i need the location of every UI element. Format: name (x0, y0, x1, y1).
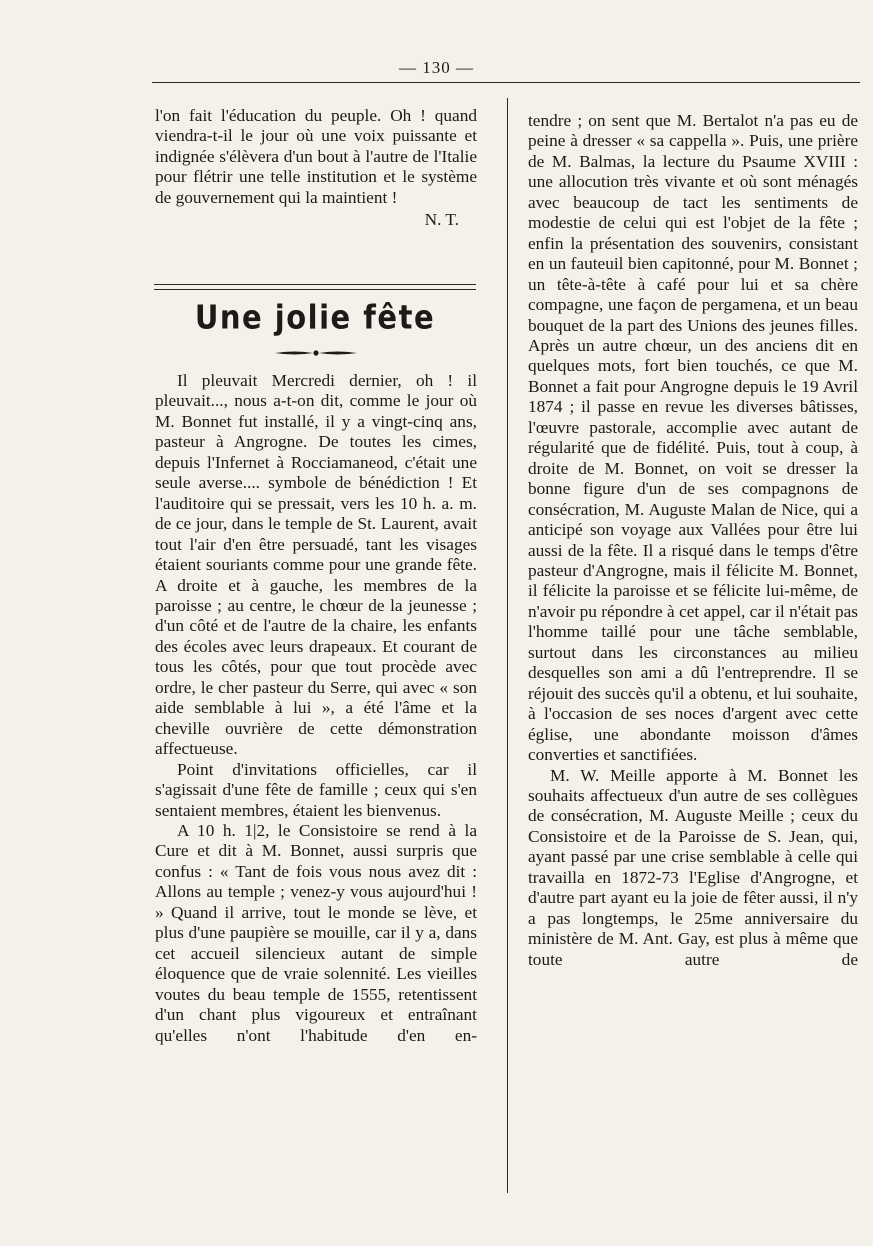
page-number: — 130 — (399, 58, 474, 77)
section-double-rule (154, 284, 476, 290)
article-paragraph: Il pleuvait Mercredi dernier, oh ! il pleuvait..., nous a-t-on dit, comme le jour où M. Bonnet fut installé, il y a vingt-cinq ans, pasteur à Angrogne. De toutes les cimes, depuis l'Infernet à Rocciamaneod, c'était une seule averse.... symbole de bénédiction ! Et l'auditoire qui se pressait, vers les 10 h. a. m. de ce jour, dans le temple de St. Laurent, avait tout l'air d'en être persuadé, tant les visages étaient souriants comme pour une grande fête. A droite et à gauche, les membres de la paroisse ; au centre, le chœur de la jeunesse ; d'un côté et de l'autre de la chaire, les enfants des écoles avec leurs drapeaux. Et courant de tous les côtés, pour que tout procède avec ordre, le cher pasteur du Serre, qui avec « son aide semblable à lui », a été l'âme et la cheville ouvrière de cette démonstration affectueuse. (155, 371, 477, 759)
header-rule (152, 82, 860, 83)
article-paragraph: Point d'invitations officielles, car il s'agissait d'une fête de famille ; ceux qui s'en sentaient membres, étaient les bienvenus. (155, 759, 477, 820)
article-title: Une jolie fête (194, 297, 436, 337)
previous-article-paragraph: l'on fait l'éducation du peuple. Oh ! quand viendra-t-il le jour où une voix puissante et indignée s'élèvera d'un bout à l'autre de l'Italie pour flétrir une telle institution et le système de gouvernement qui la maintient ! (155, 106, 477, 207)
article-paragraph: M. W. Meille apporte à M. Bonnet les souhaits affectueux d'un autre de ses collègues de consécration, M. Auguste Meille ; ceux du Consistoire et de la Paroisse de S. Jean, qui, ayant passé par une crise semblable à celle qui travailla en 1872-73 l'Eglise d'Angrogne, et d'autre part ayant eu la joie de fêter aussi, il n'y a pas longtemps, le 25me anniversaire du ministère de M. Ant. Gay, est plus à même que toute autre de (528, 765, 858, 969)
previous-article (155, 106, 477, 231)
article-left-column (155, 371, 477, 1046)
article-paragraph: A 10 h. 1|2, le Consistoire se rend à la Cure et dit à M. Bonnet, aussi surpris que confus : « Tant de fois vous nous avez dit : Allons au temple ; venez-y vous aujourd'hui ! » Quand il arrive, tout le monde se lève, et plus d'une paupière se mouille, car il y a, dans cet accueil silencieux autant de simple éloquence que de vraie solennité. Les vieilles voutes du beau temple de 1555, retentissent d'un chant plus vigoureux et entraînant qu'elles n'ont l'habitude d'en en- (155, 820, 477, 1045)
article-right-column (528, 111, 858, 970)
previous-article-signature: N. T. (424, 210, 459, 230)
article-paragraph: tendre ; on sent que M. Bertalot n'a pas eu de peine à dresser « sa cappella ». Puis, une prière de M. Balmas, la lecture du Psaume XVIII : une allocution très vivante et où sont ménagés avec beaucoup de tact les sentiments de modestie de celui qui est l'objet de la fête ; enfin la présentation des souvenirs, consistant en un fauteuil bien capitonné, pour M. Bonnet ; un tête-à-tête à café pour lui et sa chère compagne, une façon de pergamena, et un beau bouquet de la part des Unions des jeunes filles. Après un autre chœur, un des anciens dit en quelques mots, fort bien touchés, ce que M. Bonnet a fait pour Angrogne depuis le 19 Avril 1874 ; il passe en revue les diverses bâtisses, l'œuvre pastorale, accomplie avec autant de régularité que de fidélité. Puis, tout à coup, à droite de M. Bonnet, on voit se dresser la bonne figure d'un de ses compagnons de consécration, M. Auguste Malan de Nice, qui a anticipé son voyage aux Vallées pour être lui aussi de la fête. Il a risqué dans le temps d'être pasteur d'Angrogne, mais il félicite M. Bonnet, il félicite la paroisse et se félicite lui-même, de n'avoir pu répondre à cet appel, car il n'était pas l'homme taillé pour une tâche semblable, surtout dans les circonstances au milieu desquelles son ami a dû l'entreprendre. Il se réjouit des succès qu'il a obtenu, et lui souhaite, à l'occasion de ses noces d'argent avec cette église, une abondante moisson d'âmes converties et sanctifiées. (528, 111, 858, 765)
column-divider (507, 98, 508, 1193)
title-ornament (273, 349, 359, 357)
